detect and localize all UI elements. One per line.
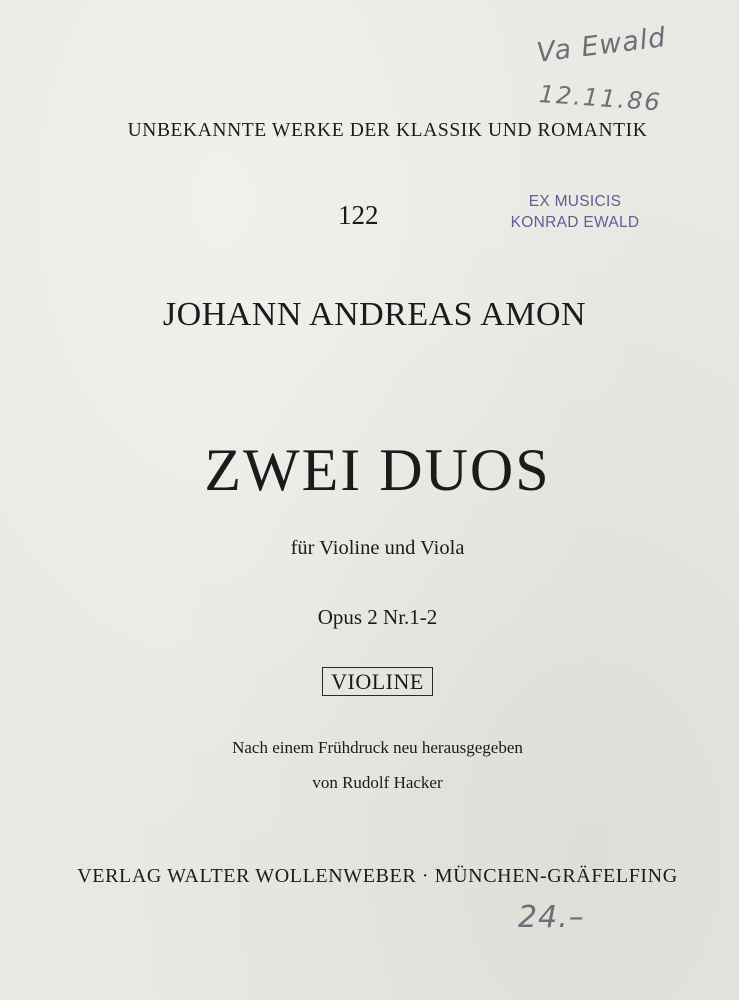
instrumentation: für Violine und Viola <box>290 537 465 559</box>
edition-note-line-1: Nach einem Frühdruck neu herausgegeben <box>232 738 523 757</box>
work-title: ZWEI DUOS <box>204 437 551 503</box>
ownership-stamp <box>497 191 653 233</box>
series-title: UNBEKANNTE WERKE DER KLASSIK UND ROMANTIK <box>127 120 648 141</box>
edition-note-line-2: von Rudolf Hacker <box>312 773 443 792</box>
opus-number: Opus 2 Nr.1-2 <box>317 605 438 629</box>
handwritten-date: 12.11.86 <box>538 80 663 117</box>
handwritten-owner-name: Va Ewald <box>535 22 669 69</box>
series-number: 122 <box>338 200 379 230</box>
publisher-line: VERLAG WALTER WOLLENWEBER · MÜNCHEN-GRÄFELFING <box>77 865 678 887</box>
composer-name: JOHANN ANDREAS AMON <box>162 296 587 333</box>
stamp-line-2: KONRAD EWALD <box>510 214 640 231</box>
stamp-line-1: EX MUSICIS <box>528 193 622 210</box>
part-label: VIOLINE <box>322 667 433 696</box>
handwritten-price: 24.– <box>518 900 585 935</box>
part-label-container <box>8 667 739 696</box>
